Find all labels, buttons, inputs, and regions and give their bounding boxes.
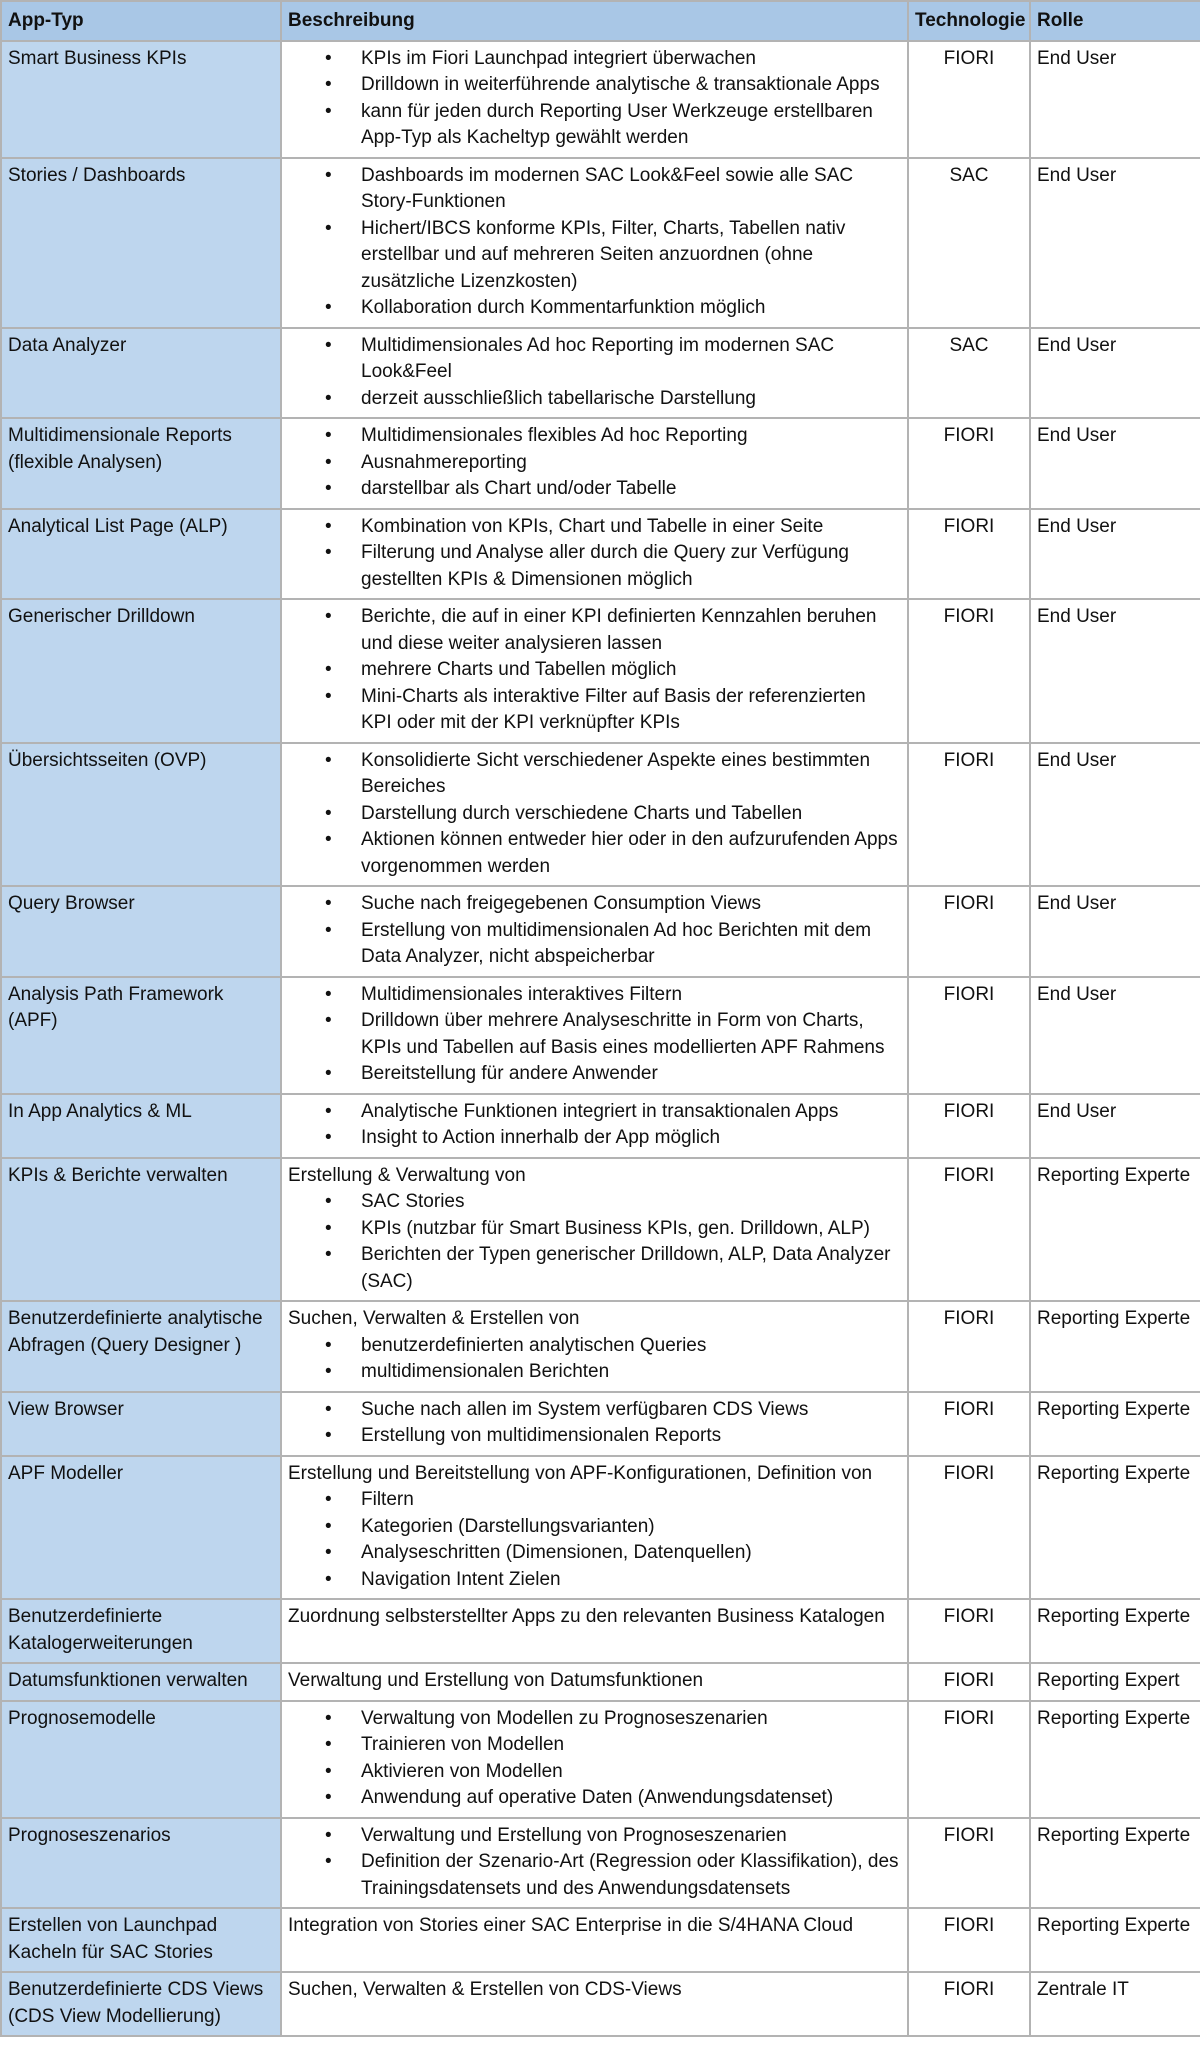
description-cell xyxy=(281,1094,908,1158)
description-bullet: • Konsolidierte Sicht verschiedener Aspekte eines bestimmten Bereiches xyxy=(288,748,901,801)
header-description: Beschreibung xyxy=(281,1,908,41)
role-cell: End User xyxy=(1030,977,1200,1094)
description-list xyxy=(288,1487,901,1593)
role-cell: Reporting Experte xyxy=(1030,1301,1200,1392)
description-bullet: • multidimensionalen Berichten xyxy=(288,1359,901,1386)
description-bullet: • Aktionen können entweder hier oder in den aufzurufenden Apps vorgenommen werden xyxy=(288,827,901,880)
description-bullet: • KPIs (nutzbar für Smart Business KPIs, gen. Drilldown, ALP) xyxy=(288,1216,901,1243)
table-row xyxy=(1,599,1200,743)
technology-cell: FIORI xyxy=(908,599,1030,743)
description-bullet: • Verwaltung von Modellen zu Prognoseszenarien xyxy=(288,1706,901,1733)
description-list xyxy=(288,1333,901,1386)
role-cell: End User xyxy=(1030,158,1200,328)
description-bullet: • Filterung und Analyse aller durch die Query zur Verfügung gestellten KPIs & Dimensionen möglich xyxy=(288,540,901,593)
description-cell xyxy=(281,1972,908,2036)
description-list xyxy=(288,891,901,971)
description-bullet: • SAC Stories xyxy=(288,1189,901,1216)
technology-cell: FIORI xyxy=(908,1972,1030,2036)
description-cell xyxy=(281,158,908,328)
description-intro: Verwaltung und Erstellung von Datumsfunktionen xyxy=(288,1670,704,1691)
description-intro: Zuordnung selbsterstellter Apps zu den relevanten Business Katalogen xyxy=(288,1606,885,1627)
description-bullet: • derzeit ausschließlich tabellarische Darstellung xyxy=(288,386,901,413)
description-list xyxy=(288,46,901,152)
app-type-cell: Smart Business KPIs xyxy=(1,41,281,158)
table-row xyxy=(1,1094,1200,1158)
description-cell xyxy=(281,1663,908,1701)
technology-cell: FIORI xyxy=(908,509,1030,600)
description-intro: Suchen, Verwalten & Erstellen von xyxy=(288,1308,580,1329)
header-app-type: App-Typ xyxy=(1,1,281,41)
description-cell xyxy=(281,743,908,887)
description-bullet: • Drilldown in weiterführende analytische & transaktionale Apps xyxy=(288,72,901,99)
header-technology: Technologie xyxy=(908,1,1030,41)
table-body xyxy=(1,41,1200,2037)
description-bullet: • Insight to Action innerhalb der App möglich xyxy=(288,1125,901,1152)
description-bullet: • Suche nach allen im System verfügbaren CDS Views xyxy=(288,1397,901,1424)
description-bullet: • Suche nach freigegebenen Consumption Views xyxy=(288,891,901,918)
technology-cell: FIORI xyxy=(908,1908,1030,1972)
description-list xyxy=(288,333,901,413)
app-type-cell: Analysis Path Framework (APF) xyxy=(1,977,281,1094)
technology-cell: FIORI xyxy=(908,977,1030,1094)
description-bullet: • Mini-Charts als interaktive Filter auf Basis der referenzierten KPI oder mit der KPI verknüpfter KPIs xyxy=(288,684,901,737)
description-intro: Erstellung und Bereitstellung von APF-Konfigurationen, Definition von xyxy=(288,1462,873,1484)
technology-cell: FIORI xyxy=(908,886,1030,977)
description-cell xyxy=(281,41,908,158)
description-bullet: • Analyseschritten (Dimensionen, Datenquellen) xyxy=(288,1540,901,1567)
description-bullet: • Definition der Szenario-Art (Regression oder Klassifikation), des Trainingsdatensets und des Anwendungsdatensets xyxy=(288,1849,901,1902)
description-bullet: • Multidimensionales interaktives Filtern xyxy=(288,982,901,1009)
description-cell xyxy=(281,418,908,509)
technology-cell: SAC xyxy=(908,328,1030,419)
description-bullet: • benutzerdefinierten analytischen Queries xyxy=(288,1333,901,1360)
table-row xyxy=(1,158,1200,328)
table-row xyxy=(1,886,1200,977)
description-cell xyxy=(281,599,908,743)
technology-cell: FIORI xyxy=(908,41,1030,158)
description-bullet: • Dashboards im modernen SAC Look&Feel sowie alle SAC Story-Funktionen xyxy=(288,163,901,216)
table-row xyxy=(1,1908,1200,1972)
role-cell: End User xyxy=(1030,328,1200,419)
app-type-cell: Benutzerdefinierte CDS Views (CDS View Modellierung) xyxy=(1,1972,281,2036)
description-bullet: • Erstellung von multidimensionalen Reports xyxy=(288,1423,901,1450)
role-cell: Reporting Experte xyxy=(1030,1158,1200,1302)
description-cell xyxy=(281,328,908,419)
description-bullet: • kann für jeden durch Reporting User Werkzeuge erstellbaren App-Typ als Kacheltyp gewählt werden xyxy=(288,99,901,152)
description-cell xyxy=(281,1301,908,1392)
role-cell: Reporting Experte xyxy=(1030,1392,1200,1456)
description-cell xyxy=(281,1392,908,1456)
table-row xyxy=(1,977,1200,1094)
technology-cell: FIORI xyxy=(908,1158,1030,1302)
description-bullet: • Anwendung auf operative Daten (Anwendungsdatenset) xyxy=(288,1785,901,1812)
app-type-cell: Benutzerdefinierte analytische Abfragen (Query Designer ) xyxy=(1,1301,281,1392)
description-cell xyxy=(281,1599,908,1663)
technology-cell: FIORI xyxy=(908,418,1030,509)
description-list xyxy=(288,1189,901,1295)
role-cell: Reporting Experte xyxy=(1030,1701,1200,1818)
app-type-cell: Multidimensionale Reports (flexible Analysen) xyxy=(1,418,281,509)
description-bullet: • Berichten der Typen generischer Drilldown, ALP, Data Analyzer (SAC) xyxy=(288,1242,901,1295)
description-intro: Suchen, Verwalten & Erstellen von CDS-Views xyxy=(288,1979,682,2000)
description-intro: Erstellung & Verwaltung von xyxy=(288,1164,526,1186)
role-cell: End User xyxy=(1030,599,1200,743)
description-bullet: • Analytische Funktionen integriert in transaktionalen Apps xyxy=(288,1099,901,1126)
description-cell xyxy=(281,509,908,600)
table-row xyxy=(1,1158,1200,1302)
description-cell xyxy=(281,1701,908,1818)
role-cell: End User xyxy=(1030,886,1200,977)
role-cell: End User xyxy=(1030,509,1200,600)
description-bullet: • Aktivieren von Modellen xyxy=(288,1759,901,1786)
table-row xyxy=(1,1456,1200,1600)
technology-cell: FIORI xyxy=(908,743,1030,887)
description-bullet: • Multidimensionales Ad hoc Reporting im modernen SAC Look&Feel xyxy=(288,333,901,386)
role-cell: End User xyxy=(1030,41,1200,158)
app-type-cell: Datumsfunktionen verwalten xyxy=(1,1663,281,1701)
header-row xyxy=(1,1,1200,41)
technology-cell: FIORI xyxy=(908,1392,1030,1456)
role-cell: Reporting Experte xyxy=(1030,1599,1200,1663)
role-cell: Reporting Experte xyxy=(1030,1818,1200,1909)
role-cell: Reporting Expert xyxy=(1030,1663,1200,1701)
description-cell xyxy=(281,1158,908,1302)
description-bullet: • Erstellung von multidimensionalen Ad hoc Berichten mit dem Data Analyzer, nicht abspeicherbar xyxy=(288,918,901,971)
role-cell: Reporting Experte xyxy=(1030,1456,1200,1600)
technology-cell: FIORI xyxy=(908,1456,1030,1600)
description-bullet: • mehrere Charts und Tabellen möglich xyxy=(288,657,901,684)
description-bullet: • darstellbar als Chart und/oder Tabelle xyxy=(288,476,901,503)
app-type-cell: Generischer Drilldown xyxy=(1,599,281,743)
description-list xyxy=(288,748,901,881)
table-row xyxy=(1,1818,1200,1909)
role-cell: End User xyxy=(1030,743,1200,887)
app-type-cell: View Browser xyxy=(1,1392,281,1456)
table-row xyxy=(1,328,1200,419)
description-list xyxy=(288,1397,901,1450)
table-row xyxy=(1,1663,1200,1701)
technology-cell: FIORI xyxy=(908,1599,1030,1663)
role-cell: Zentrale IT xyxy=(1030,1972,1200,2036)
table-row xyxy=(1,418,1200,509)
description-bullet: • Drilldown über mehrere Analyseschritte in Form von Charts, KPIs und Tabellen auf Basis eines modellierten APF Rahmens xyxy=(288,1008,901,1061)
app-type-cell: Prognoseszenarios xyxy=(1,1818,281,1909)
description-bullet: • Verwaltung und Erstellung von Prognoseszenarien xyxy=(288,1823,901,1850)
technology-cell: FIORI xyxy=(908,1094,1030,1158)
description-bullet: • Darstellung durch verschiedene Charts und Tabellen xyxy=(288,801,901,828)
table-row xyxy=(1,1599,1200,1663)
description-intro: Integration von Stories einer SAC Enterprise in die S/4HANA Cloud xyxy=(288,1915,854,1936)
table-row xyxy=(1,1301,1200,1392)
table-row xyxy=(1,41,1200,158)
description-bullet: • Multidimensionales flexibles Ad hoc Reporting xyxy=(288,423,901,450)
role-cell: End User xyxy=(1030,418,1200,509)
description-bullet: • Bereitstellung für andere Anwender xyxy=(288,1061,901,1088)
app-type-cell: Übersichtsseiten (OVP) xyxy=(1,743,281,887)
table-row xyxy=(1,743,1200,887)
role-cell: Reporting Experte xyxy=(1030,1908,1200,1972)
description-cell xyxy=(281,977,908,1094)
description-list xyxy=(288,982,901,1088)
app-type-cell: Stories / Dashboards xyxy=(1,158,281,328)
description-cell xyxy=(281,1908,908,1972)
description-list xyxy=(288,604,901,737)
table-row xyxy=(1,1701,1200,1818)
description-list xyxy=(288,1706,901,1812)
app-type-cell: In App Analytics & ML xyxy=(1,1094,281,1158)
description-list xyxy=(288,1099,901,1152)
description-bullet: • Kollaboration durch Kommentarfunktion möglich xyxy=(288,295,901,322)
description-bullet: • KPIs im Fiori Launchpad integriert überwachen xyxy=(288,46,901,73)
description-bullet: • Ausnahmereporting xyxy=(288,450,901,477)
technology-cell: FIORI xyxy=(908,1818,1030,1909)
role-cell: End User xyxy=(1030,1094,1200,1158)
description-bullet: • Navigation Intent Zielen xyxy=(288,1567,901,1594)
description-bullet: • Kombination von KPIs, Chart und Tabelle in einer Seite xyxy=(288,514,901,541)
description-list xyxy=(288,514,901,594)
technology-cell: FIORI xyxy=(908,1301,1030,1392)
app-type-cell: Erstellen von Launchpad Kacheln für SAC Stories xyxy=(1,1908,281,1972)
header-role: Rolle xyxy=(1030,1,1200,41)
description-bullet: • Hichert/IBCS konforme KPIs, Filter, Charts, Tabellen nativ erstellbar und auf mehreren Seiten anzuordnen (ohne zusätzliche Lizenzkosten) xyxy=(288,216,901,296)
app-type-cell: Query Browser xyxy=(1,886,281,977)
description-cell xyxy=(281,886,908,977)
table-row xyxy=(1,509,1200,600)
description-list xyxy=(288,423,901,503)
app-type-cell: Benutzerdefinierte Katalogerweiterungen xyxy=(1,1599,281,1663)
description-list xyxy=(288,163,901,322)
description-cell xyxy=(281,1456,908,1600)
technology-cell: SAC xyxy=(908,158,1030,328)
description-cell xyxy=(281,1818,908,1909)
app-type-cell: Analytical List Page (ALP) xyxy=(1,509,281,600)
app-type-cell: APF Modeller xyxy=(1,1456,281,1600)
description-bullet: • Kategorien (Darstellungsvarianten) xyxy=(288,1514,901,1541)
description-bullet: • Trainieren von Modellen xyxy=(288,1732,901,1759)
description-bullet: • Berichte, die auf in einer KPI definierten Kennzahlen beruhen und diese weiter analysieren lassen xyxy=(288,604,901,657)
table-row xyxy=(1,1392,1200,1456)
app-type-cell: Data Analyzer xyxy=(1,328,281,419)
technology-cell: FIORI xyxy=(908,1701,1030,1818)
app-type-cell: Prognosemodelle xyxy=(1,1701,281,1818)
technology-cell: FIORI xyxy=(908,1663,1030,1701)
table-row xyxy=(1,1972,1200,2036)
description-list xyxy=(288,1823,901,1903)
description-bullet: • Filtern xyxy=(288,1487,901,1514)
app-type-cell: KPIs & Berichte verwalten xyxy=(1,1158,281,1302)
